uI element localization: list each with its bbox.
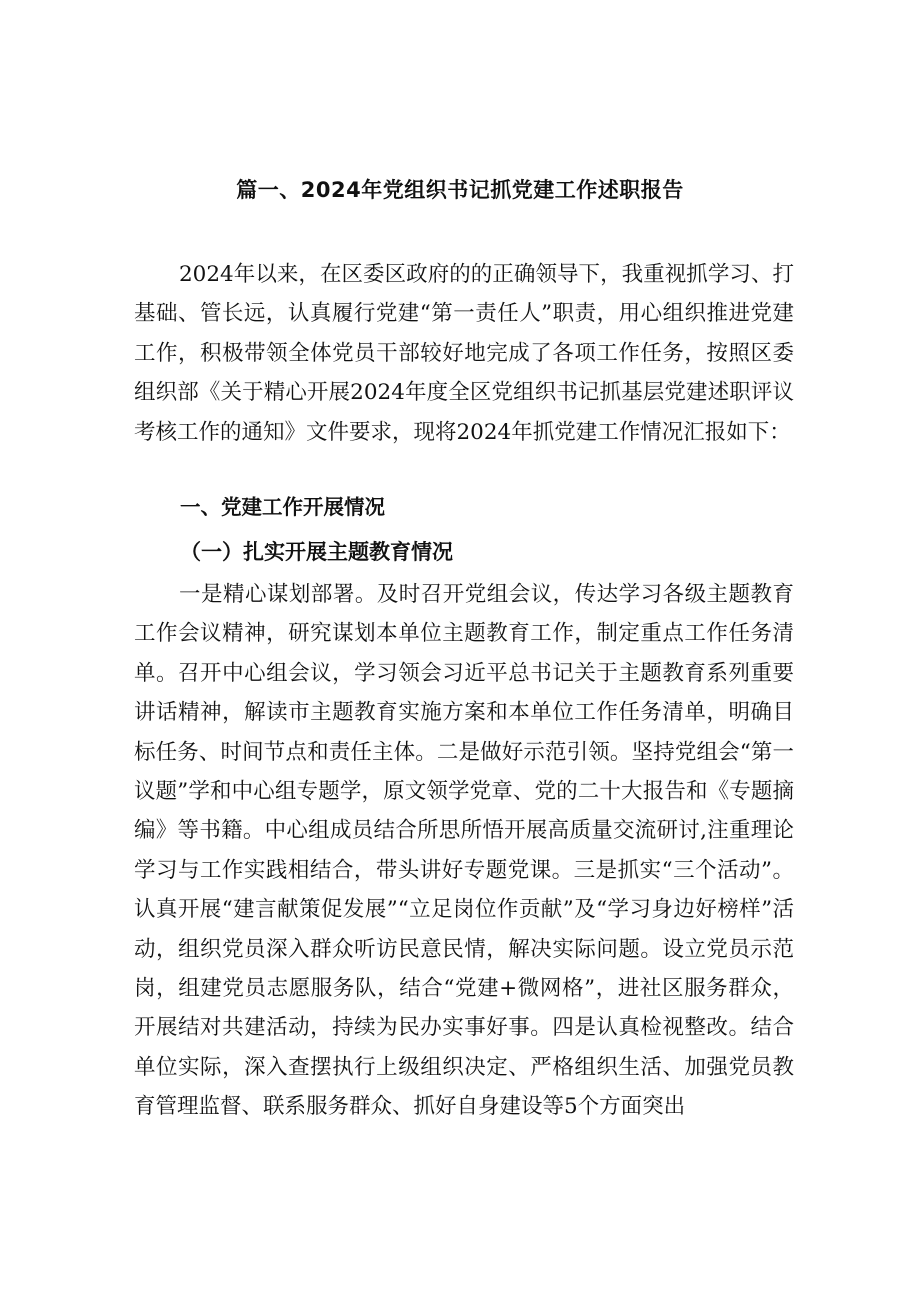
document-title: 篇一、2024年党组织书记抓党建工作述职报告 — [236, 178, 684, 202]
subsection-heading: （一）扎实开展主题教育情况 — [180, 539, 453, 564]
body-paragraph: 一是精心谋划部署。及时召开党组会议，传达学习各级主题教育工作会议精神，研究谋划本单位主题教育工作，制定重点工作任务清单。召开中心组会议，学习领会习近平总书记关于主题教育系列重要讲话精神，解读市主题教育实施方案和本单位工作任务清单，明确目标任务、时间节点和责任主体。二是做好示范引领。坚持党组会“第一议题”学和中心组专题学，原文领学党章、党的二十大报告和《专题摘编》等书籍。中心组成员结合所思所悟开展高质量交流研讨,注重理论学习与工作实践相结合，带头讲好专题党课。三是抓实“三个活动”。认真开展“建言献策促发展”“立足岗位作贡献”及“学习身边好榜样”活动，组织党员深入群众听访民意民情，解决实际问题。设立党员示范岗，组建党员志愿服务队，结合“党建+微网格”，进社区服务群众，开展结对共建活动，持续为民办实事好事。四是认真检视整改。结合单位实际，深入查摆执行上级组织决定、严格组织生活、加强党员教育管理监督、联系服务群众、抓好自身建设等5个方面突出 — [134, 582, 794, 1120]
section-heading: 一、党建工作开展情况 — [180, 495, 385, 519]
intro-paragraph: 2024年以来，在区委区政府的的正确领导下，我重视抓学习、打基础、管长远，认真履行党建“第一责任人”职责，用心组织推进党建工作，积极带领全体党员干部较好地完成了各项工作任务，按照区委组织部《关于精心开展2024年度全区党组织书记抓基层党建述职评议考核工作的通知》文件要求，现将2024年抓党建工作情况汇报如下： — [134, 262, 794, 445]
